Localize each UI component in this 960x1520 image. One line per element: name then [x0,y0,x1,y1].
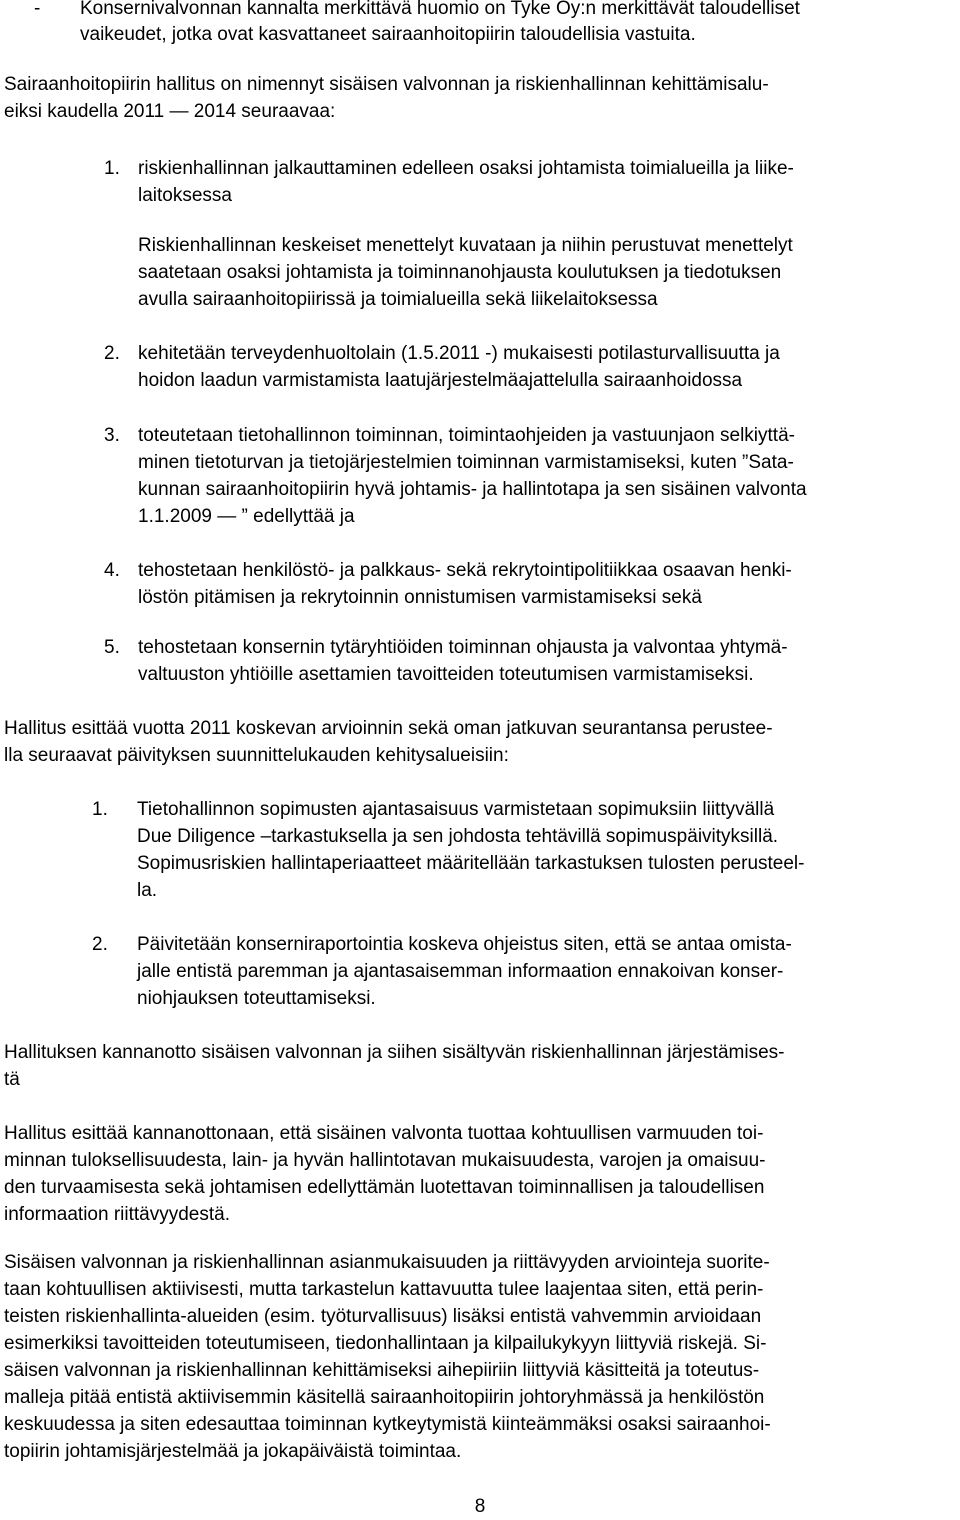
text-line: avulla sairaanhoitopiirissä ja toimialueilla sekä liikelaitoksessa [138,289,658,310]
text-line: tehostetaan konsernin tytäryhtiöiden toiminnan ohjausta ja valvontaa yhtymä- [138,637,788,658]
text-line: toteutetaan tietohallinnon toiminnan, toimintaohjeiden ja vastuunjaon selkiyttä- [138,425,795,446]
text-line: minen tietoturvan ja tietojärjestelmien toiminnan varmistamiseksi, kuten ”Sata- [138,452,794,473]
text-line: topiirin johtamisjärjestelmää ja jokapäiväistä toimintaa. [4,1441,462,1462]
list-number: 2. [92,934,108,955]
text-line: minnan tuloksellisuudesta, lain- ja hyvän hallintotavan mukaisuudesta, varojen ja omaisuu- [4,1150,766,1171]
text-line: Päivitetään konserniraportointia koskeva ohjeistus siten, että se antaa omista- [137,934,792,955]
text-line: lla seuraavat päivityksen suunnittelukauden kehitysalueisiin: [4,745,509,766]
text-line: Riskienhallinnan keskeiset menettelyt kuvataan ja niihin perustuvat menettelyt [138,235,793,256]
list-number: 3. [104,425,120,446]
text-line: esimerkiksi tavoitteiden toteutumiseen, tiedonhallintaan ja kilpailukykyyn liittyviä riskejä. Si- [4,1333,767,1354]
text-line: Hallitus esittää kannanottonaan, että sisäinen valvonta tuottaa kohtuullisen varmuuden toi- [4,1123,764,1144]
text-line: eiksi kaudella 2011 — 2014 seuraavaa: [4,101,336,122]
text-line: Due Diligence –tarkastuksella ja sen johdosta tehtävillä sopimuspäivityksillä. [137,826,779,847]
text-line: löstön pitämisen ja rekrytoinnin onnistumisen varmistamiseksi sekä [138,587,702,608]
text-line: taan kohtuullisen aktiivisesti, mutta tarkastelun kattavuutta tulee laajentaa siten, että perin- [4,1279,764,1300]
text-line: valtuuston yhtiöille asettamien tavoitteiden toteutumisen varmistamiseksi. [138,664,754,685]
page-number: 8 [474,1496,486,1517]
list-number: 1. [92,799,108,820]
bullet-marker: - [34,0,41,19]
text-line: den turvaamisesta sekä johtamisen edellyttämän luotettavan toiminnallisen ja taloudellisen [4,1177,765,1198]
text-line: säisen valvonnan ja riskienhallinnan kehittämiseksi aihepiiriin liittyviä käsitteitä ja toteutus- [4,1360,760,1381]
text-line: Sairaanhoitopiirin hallitus on nimennyt sisäisen valvonnan ja riskienhallinnan kehittämisalu- [4,74,769,95]
text-line: la. [137,880,158,901]
text-line: malleja pitää entistä aktiivisemmin käsitellä sairaanhoitopiirin johtoryhmässä ja henkilöstön [4,1387,765,1408]
text-line: jalle entistä paremman ja ajantasaisemman informaation ennakoivan konser- [137,961,784,982]
text-line: Hallitus esittää vuotta 2011 koskevan arvioinnin sekä oman jatkuvan seurantansa perustee- [4,718,773,739]
list-number: 1. [104,158,120,179]
text-line: tehostetaan henkilöstö- ja palkkaus- sekä rekrytointipolitiikkaa osaavan henki- [138,560,792,581]
text-line: vaikeudet, jotka ovat kasvattaneet sairaanhoitopiirin taloudellisia vastuita. [80,24,696,45]
text-line: tä [4,1069,20,1090]
text-line: Tietohallinnon sopimusten ajantasaisuus varmistetaan sopimuksiin liittyvällä [137,799,775,820]
text-line: 1.1.2009 — ” edellyttää ja [138,506,355,527]
text-line: Hallituksen kannanotto sisäisen valvonnan ja siihen sisältyvän riskienhallinnan järjestämises- [4,1042,785,1063]
text-line: riskienhallinnan jalkauttaminen edelleen osaksi johtamista toimialueilla ja liike- [138,158,794,179]
text-line: Konsernivalvonnan kannalta merkittävä huomio on Tyke Oy:n merkittävät taloudelliset [80,0,800,19]
text-line: Sisäisen valvonnan ja riskienhallinnan asianmukaisuuden ja riittävyyden arviointeja suorite- [4,1252,770,1273]
text-line: keskuudessa ja siten edesauttaa toiminnan kytkeytymistä kiinteämmäksi osaksi sairaanhoi- [4,1414,771,1435]
text-line: hoidon laadun varmistamista laatujärjestelmäajattelulla sairaanhoidossa [138,370,743,391]
text-line: Sopimusriskien hallintaperiaatteet määritellään tarkastuksen tulosten perusteel- [137,853,805,874]
text-line: saatetaan osaksi johtamista ja toiminnanohjausta koulutuksen ja tiedotuksen [138,262,782,283]
text-line: kunnan sairaanhoitopiirin hyvä johtamis- ja hallintotapa ja sen sisäinen valvonta [138,479,807,500]
list-number: 5. [104,637,120,658]
text-line: niohjauksen toteuttamiseksi. [137,988,376,1009]
text-line: kehitetään terveydenhuoltolain (1.5.2011 -) mukaisesti potilasturvallisuutta ja [138,343,780,364]
list-number: 2. [104,343,120,364]
text-line: teisten riskienhallinta-alueiden (esim. työturvallisuus) lisäksi entistä vahvemmin arvioidaan [4,1306,762,1327]
list-number: 4. [104,560,120,581]
text-line: informaation riittävyydestä. [4,1204,230,1225]
text-line: laitoksessa [138,185,232,206]
